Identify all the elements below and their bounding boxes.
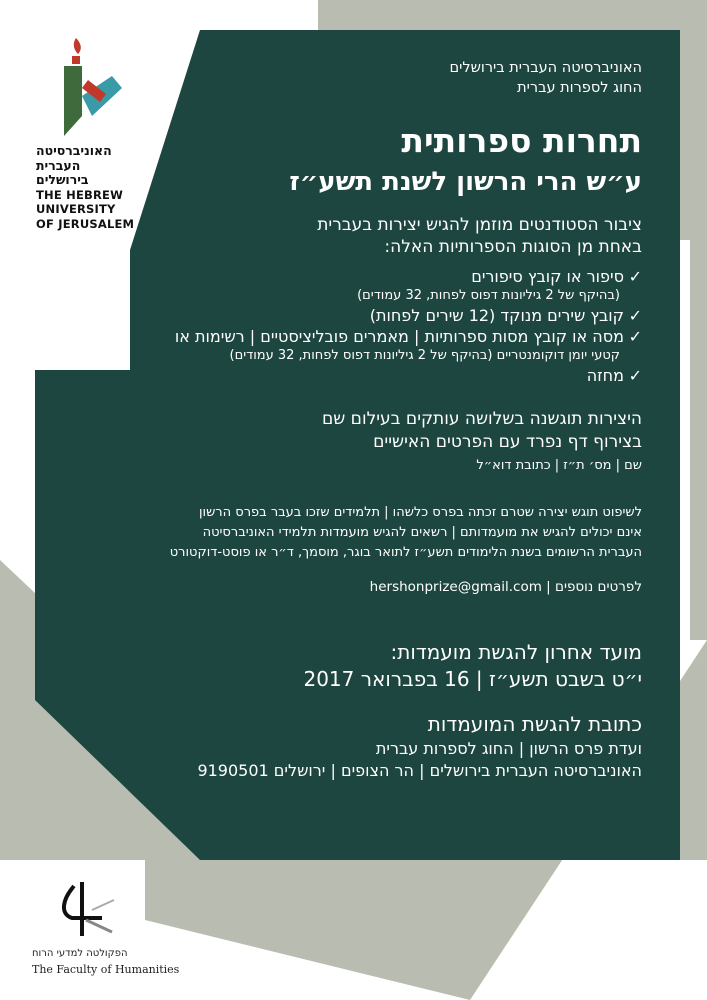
eligibility-line-2: אינם יכולים להגיש את מועמדותם | רשאים להגיש מועמדות תלמידי האוניברסיטה	[202, 525, 642, 540]
genre-label: מסה או קובץ מסות ספרותיות | מאמרים פובליציסטיים | רשימות או	[174, 327, 624, 346]
genre-list	[42, 266, 642, 386]
address-line-1: ועדת פרס הרשון | החוג לספרות עברית	[375, 739, 642, 758]
deadline-date: י״ט בשבט תשע״ז | 16 בפברואר 2017	[303, 667, 642, 691]
genre-label: קובץ שירים מנוקד (12 שירים לפחות)	[369, 306, 624, 325]
logo-english-line-3: OF JERUSALEM	[36, 216, 135, 231]
submission-instructions	[42, 408, 642, 454]
genre-label: מחזה	[586, 366, 624, 385]
logo-hebrew-line-3: בירושלים	[36, 172, 89, 187]
genre-item-play	[42, 365, 642, 386]
check-icon: ✓	[628, 327, 642, 346]
address-line-2: האוניברסיטה העברית בירושלים | הר הצופים | ירושלים 9190501	[197, 761, 642, 780]
address-section	[42, 711, 642, 782]
genre-note: (בהיקף של 2 גיליונות דפוס לפחות, 32 עמודים)	[357, 288, 620, 303]
personal-details-fields: שם | מס׳ ת״ז | כתובת דוא״ל	[476, 458, 642, 473]
contact-email-link[interactable]: hershonprize@gmail.com	[369, 579, 542, 595]
poster-title: תחרות ספרותית	[401, 121, 642, 160]
faculty-of-humanities-logo-icon	[52, 880, 124, 938]
deadline-section	[42, 639, 642, 693]
contact-label: לפרטים נוספים |	[546, 579, 642, 595]
genre-note: קטעי יומן דוקומנטריים (בהיקף של 2 גיליונות דפוס לפחות, 32 עמודים)	[229, 348, 620, 363]
logo-hebrew-line-2: העברית	[36, 157, 81, 173]
department-name: החוג לספרות עברית	[517, 80, 642, 96]
logo-english-line-1: THE HEBREW	[36, 187, 123, 202]
logo-stroke-diagonal	[86, 920, 112, 932]
intro-text	[42, 214, 642, 258]
poster-subtitle: ע״ש הרי הרשון לשנת תשע״ז	[289, 167, 642, 197]
contact-info	[42, 577, 642, 597]
check-icon: ✓	[628, 267, 642, 286]
eligibility-line-3: העברית הרשומים בשנת הלימודים תשע״ז לתואר בוגר, מוסמך, ד״ר או פוסט-דוקטורט	[169, 545, 642, 560]
gray-overlay-right	[690, 180, 707, 640]
submission-line-1: היצירות תוגשנה בשלושה עותקים בעילום שם	[321, 409, 642, 429]
genre-item-stories	[42, 266, 642, 305]
faculty-name-hebrew: הפקולטה למדעי הרוח	[32, 948, 128, 959]
logo-hebrew-line-1: האוניברסיטה	[36, 143, 112, 158]
deadline-heading: מועד אחרון להגשת מועמדות:	[390, 640, 642, 664]
institution-name: האוניברסיטה העברית בירושלים	[449, 60, 642, 76]
intro-line-2: באחת מן הסוגות הספרותיות האלה:	[384, 237, 642, 257]
check-icon: ✓	[628, 306, 642, 325]
flame-icon	[74, 38, 81, 54]
genre-item-poems	[42, 305, 642, 326]
genre-item-essays	[42, 326, 642, 365]
address-heading: כתובת להגשת המועמדות	[427, 712, 642, 736]
submission-line-2: בצירוף דף נפרד עם הפרטים האישיים	[373, 432, 642, 452]
genre-label: סיפור או קובץ סיפורים	[471, 267, 624, 286]
eligibility-line-1: לשיפוט תוגש יצירה שטרם זכתה בפרס כלשהו | תלמידים שזכו בעבר בפרס הרשון	[199, 505, 642, 520]
faculty-name-english: The Faculty of Humanities	[32, 963, 180, 976]
poster-content	[42, 58, 642, 782]
check-icon: ✓	[628, 366, 642, 385]
logo-stroke-slash	[92, 900, 114, 910]
intro-line-1: ציבור הסטודנטים מוזמן להגיש יצירות בעברית	[317, 215, 642, 235]
eligibility-text	[42, 503, 642, 563]
logo-english-line-2: UNIVERSITY	[36, 202, 116, 216]
